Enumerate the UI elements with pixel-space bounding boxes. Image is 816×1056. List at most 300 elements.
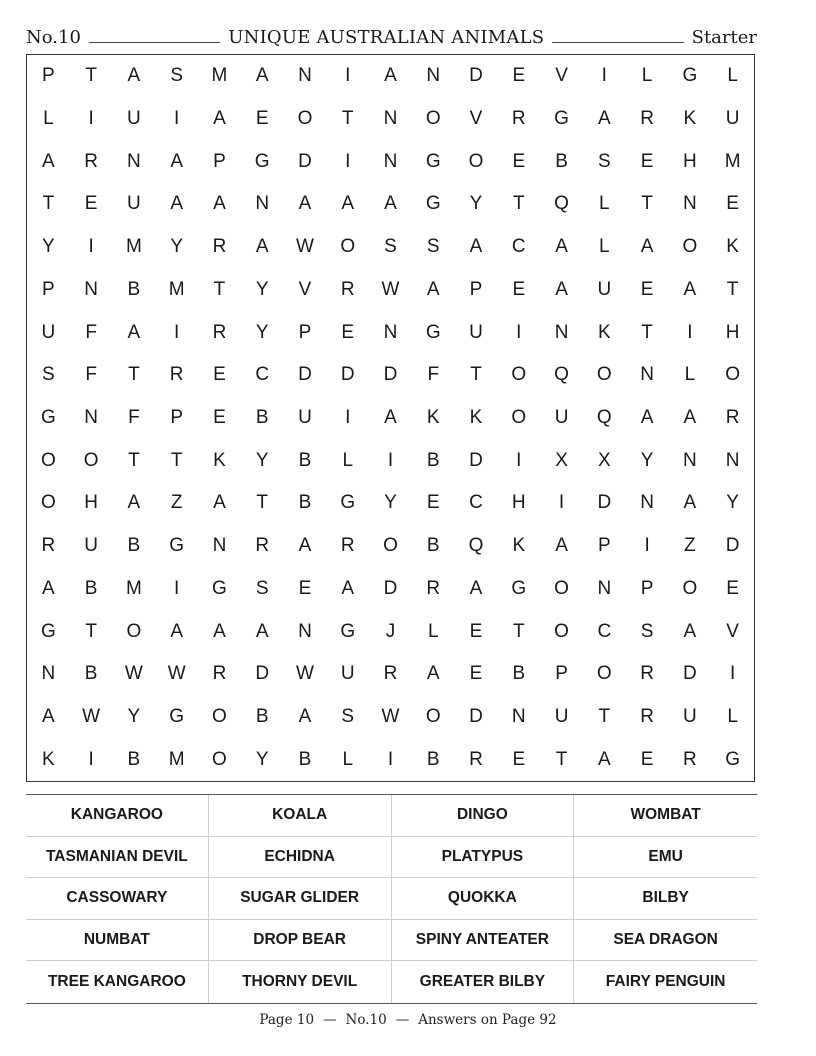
grid-letter[interactable]: G	[425, 193, 441, 215]
grid-letter[interactable]: H	[511, 492, 526, 514]
grid-letter[interactable]: Q	[468, 535, 484, 557]
grid-letter[interactable]: N	[298, 65, 312, 87]
grid-letter[interactable]: C	[469, 492, 483, 514]
grid-letter[interactable]: I	[729, 663, 736, 685]
grid-letter[interactable]: G	[40, 406, 56, 428]
grid-letter[interactable]: M	[168, 278, 185, 300]
grid-letter[interactable]: C	[597, 620, 612, 642]
grid-letter[interactable]: P	[42, 65, 55, 87]
grid-letter[interactable]: L	[342, 449, 354, 471]
grid-letter[interactable]: E	[512, 278, 526, 300]
grid-letter[interactable]: W	[167, 663, 186, 685]
grid-letter[interactable]: W	[82, 705, 101, 727]
grid-letter[interactable]: Y	[42, 236, 55, 258]
grid-letter[interactable]: U	[41, 321, 56, 343]
grid-letter[interactable]: U	[469, 321, 483, 343]
grid-letter[interactable]: K	[213, 449, 226, 471]
grid-letter[interactable]: N	[127, 150, 141, 172]
grid-letter[interactable]: I	[387, 748, 394, 770]
grid-letter[interactable]: B	[298, 449, 312, 471]
grid-letter[interactable]: N	[84, 278, 98, 300]
grid-letter[interactable]: A	[255, 620, 269, 642]
grid-letter[interactable]: A	[127, 492, 141, 514]
grid-letter[interactable]: R	[725, 406, 740, 428]
word-bank-item: SEA DRAGON	[574, 920, 757, 962]
grid-letter[interactable]: O	[725, 364, 740, 386]
grid-letter[interactable]: Y	[255, 449, 269, 471]
grid-letter[interactable]: E	[255, 108, 269, 130]
grid-letter[interactable]: A	[683, 278, 697, 300]
grid-letter[interactable]: T	[341, 108, 354, 130]
grid-letter[interactable]: A	[298, 535, 312, 557]
grid-letter[interactable]: A	[597, 108, 611, 130]
grid-letter[interactable]: S	[597, 150, 611, 172]
grid-letter[interactable]: K	[469, 406, 483, 428]
grid-letter[interactable]: H	[682, 150, 697, 172]
grid-letter[interactable]: A	[170, 193, 183, 215]
grid-letter[interactable]: O	[596, 663, 612, 685]
grid-letter[interactable]: T	[256, 492, 268, 514]
grid-letter[interactable]: T	[170, 449, 183, 471]
grid-letter[interactable]: B	[298, 748, 312, 770]
grid-letter[interactable]: I	[387, 449, 394, 471]
grid-letter[interactable]: O	[682, 236, 698, 258]
grid-letter[interactable]: G	[340, 620, 356, 642]
grid-letter[interactable]: B	[426, 535, 440, 557]
grid-letter[interactable]: U	[682, 705, 697, 727]
grid-letter[interactable]: A	[426, 663, 440, 685]
grid-letter[interactable]: E	[298, 577, 312, 599]
grid-letter[interactable]: R	[212, 321, 227, 343]
grid-letter[interactable]: P	[298, 321, 312, 343]
grid-letter[interactable]: A	[341, 193, 355, 215]
grid-letter[interactable]: G	[169, 535, 185, 557]
word-bank-item: GREATER BILBY	[392, 961, 575, 1003]
grid-letter[interactable]: D	[469, 449, 483, 471]
grid-letter[interactable]: R	[426, 577, 441, 599]
grid-letter[interactable]: Y	[255, 321, 269, 343]
grid-letter[interactable]: E	[726, 577, 739, 599]
grid-letter[interactable]: I	[174, 108, 180, 130]
grid-letter[interactable]: W	[295, 663, 314, 685]
grid-letter[interactable]: G	[340, 492, 356, 514]
grid-letter[interactable]: E	[426, 492, 440, 514]
grid-letter[interactable]: M	[125, 577, 142, 599]
grid-letter[interactable]: G	[425, 150, 441, 172]
grid-letter[interactable]: I	[88, 748, 94, 770]
grid-letter[interactable]: K	[512, 535, 526, 557]
grid-letter[interactable]: L	[727, 705, 738, 727]
word-bank-item: EMU	[574, 837, 757, 879]
grid-letter[interactable]: O	[554, 577, 569, 599]
grid-letter[interactable]: T	[85, 65, 97, 87]
grid-letter[interactable]: L	[43, 108, 54, 130]
grid-letter[interactable]: Z	[684, 535, 696, 557]
grid-letter[interactable]: D	[597, 492, 612, 514]
grid-letter[interactable]: N	[383, 321, 398, 343]
grid-letter[interactable]: E	[512, 748, 526, 770]
grid-letter[interactable]: E	[640, 748, 654, 770]
grid-letter[interactable]: N	[383, 108, 398, 130]
grid-letter[interactable]: O	[511, 406, 527, 428]
grid-letter[interactable]: B	[426, 449, 440, 471]
grid-letter[interactable]: Q	[554, 193, 569, 215]
grid-letter[interactable]: L	[727, 65, 738, 87]
grid-letter[interactable]: U	[597, 278, 612, 300]
grid-letter[interactable]: L	[599, 236, 610, 258]
grid-letter[interactable]: O	[126, 620, 142, 642]
grid-letter[interactable]: N	[212, 535, 227, 557]
grid-letter[interactable]: B	[426, 748, 440, 770]
grid-letter[interactable]: P	[42, 278, 55, 300]
grid-letter[interactable]: P	[640, 577, 654, 599]
grid-letter[interactable]: E	[726, 193, 739, 215]
grid-letter[interactable]: P	[555, 663, 568, 685]
grid-letter[interactable]: O	[596, 364, 612, 386]
grid-letter[interactable]: M	[125, 236, 142, 258]
grid-letter[interactable]: R	[212, 236, 227, 258]
grid-letter[interactable]: N	[640, 364, 654, 386]
grid-letter[interactable]: R	[340, 278, 355, 300]
grid-letter[interactable]: O	[383, 535, 398, 557]
grid-letter[interactable]: B	[512, 663, 526, 685]
grid-letter[interactable]: A	[341, 577, 355, 599]
grid-letter[interactable]: A	[384, 193, 397, 215]
grid-letter[interactable]: D	[469, 705, 483, 727]
grid-letter[interactable]: T	[128, 364, 140, 386]
grid-letter[interactable]: Y	[640, 449, 654, 471]
grid-letter[interactable]: U	[554, 406, 569, 428]
grid-letter[interactable]: S	[42, 364, 55, 386]
grid-letter[interactable]: A	[555, 535, 568, 557]
grid-letter[interactable]: O	[40, 449, 56, 471]
grid-letter[interactable]: A	[555, 236, 568, 258]
grid-letter[interactable]: T	[128, 449, 140, 471]
grid-letter[interactable]: C	[255, 364, 270, 386]
grid-letter[interactable]: D	[725, 535, 740, 557]
word-bank-item: KANGAROO	[26, 795, 209, 837]
grid-letter[interactable]: O	[40, 492, 56, 514]
grid-letter[interactable]: L	[342, 748, 354, 770]
grid-letter[interactable]: F	[427, 364, 440, 386]
grid-letter[interactable]: A	[683, 620, 697, 642]
grid-letter[interactable]: R	[84, 150, 98, 172]
grid-letter[interactable]: X	[555, 449, 568, 471]
grid-letter[interactable]: L	[641, 65, 653, 87]
grid-letter[interactable]: R	[469, 748, 483, 770]
grid-letter[interactable]: N	[597, 577, 612, 599]
grid-letter[interactable]: O	[340, 236, 356, 258]
grid-letter[interactable]: N	[640, 492, 654, 514]
grid-letter[interactable]: A	[170, 620, 183, 642]
grid-letter[interactable]: S	[640, 620, 654, 642]
grid-letter[interactable]: N	[682, 449, 697, 471]
grid-letter[interactable]: B	[555, 150, 568, 172]
grid-letter[interactable]: A	[127, 65, 141, 87]
grid-letter[interactable]: E	[512, 150, 526, 172]
grid-letter[interactable]: O	[212, 748, 227, 770]
grid-letter[interactable]: L	[684, 364, 696, 386]
grid-letter[interactable]: H	[725, 321, 740, 343]
grid-letter[interactable]: V	[469, 108, 483, 130]
grid-letter[interactable]: A	[42, 705, 55, 727]
grid-letter[interactable]: I	[687, 321, 693, 343]
grid-letter[interactable]: R	[340, 535, 355, 557]
grid-letter[interactable]: G	[254, 150, 270, 172]
grid-letter[interactable]: P	[170, 406, 183, 428]
grid-letter[interactable]: A	[42, 150, 55, 172]
grid-letter[interactable]: W	[381, 278, 400, 300]
puzzle-title: UNIQUE AUSTRALIAN ANIMALS	[228, 26, 545, 48]
grid-letter[interactable]: K	[42, 748, 55, 770]
grid-letter[interactable]: B	[84, 577, 98, 599]
grid-letter[interactable]: O	[682, 577, 698, 599]
grid-letter[interactable]: A	[469, 236, 483, 258]
grid-letter[interactable]: Y	[469, 193, 483, 215]
grid-letter[interactable]: N	[511, 705, 526, 727]
grid-letter[interactable]: G	[169, 705, 185, 727]
grid-letter[interactable]: T	[512, 193, 525, 215]
grid-letter[interactable]: V	[555, 65, 568, 87]
grid-letter[interactable]: O	[425, 705, 441, 727]
grid-letter[interactable]: A	[127, 321, 141, 343]
grid-letter[interactable]: O	[425, 108, 441, 130]
grid-letter[interactable]: R	[640, 108, 654, 130]
grid-letter[interactable]: R	[212, 663, 227, 685]
word-bank-item: ECHIDNA	[209, 837, 392, 879]
grid-letter[interactable]: I	[174, 577, 180, 599]
grid-letter[interactable]: E	[469, 663, 483, 685]
grid-letter[interactable]: G	[425, 321, 441, 343]
grid-letter[interactable]: G	[554, 108, 569, 130]
grid-letter[interactable]: E	[84, 193, 98, 215]
grid-letter[interactable]: F	[85, 364, 97, 386]
grid-letter[interactable]: U	[554, 705, 569, 727]
grid-letter[interactable]: S	[255, 577, 269, 599]
grid-letter[interactable]: O	[554, 620, 569, 642]
grid-letter[interactable]: A	[426, 278, 440, 300]
grid-letter[interactable]: K	[683, 108, 697, 130]
grid-letter[interactable]: G	[40, 620, 56, 642]
grid-letter[interactable]: I	[644, 535, 650, 557]
grid-letter[interactable]: I	[516, 321, 522, 343]
grid-letter[interactable]: O	[212, 705, 227, 727]
grid-letter[interactable]: X	[597, 449, 611, 471]
grid-letter[interactable]: E	[640, 278, 654, 300]
grid-letter[interactable]: B	[127, 535, 141, 557]
grid-letter[interactable]: I	[345, 150, 351, 172]
grid-letter[interactable]: W	[124, 663, 143, 685]
grid-letter[interactable]: G	[682, 65, 698, 87]
grid-letter[interactable]: G	[212, 577, 227, 599]
grid-letter[interactable]: I	[516, 449, 522, 471]
grid-letter[interactable]: G	[511, 577, 527, 599]
grid-letter[interactable]: K	[426, 406, 440, 428]
grid-letter[interactable]: E	[512, 65, 526, 87]
grid-letter[interactable]: A	[469, 577, 483, 599]
grid-letter[interactable]: T	[85, 620, 97, 642]
grid-letter[interactable]: N	[298, 620, 312, 642]
grid-letter[interactable]: I	[174, 321, 180, 343]
grid-letter[interactable]: Y	[726, 492, 739, 514]
grid-letter[interactable]: P	[213, 150, 226, 172]
grid-letter[interactable]: R	[640, 705, 654, 727]
grid-letter[interactable]: A	[384, 65, 397, 87]
grid-letter[interactable]: A	[213, 620, 226, 642]
grid-letter[interactable]: A	[255, 236, 269, 258]
grid-letter[interactable]: D	[340, 364, 355, 386]
grid-letter[interactable]: N	[383, 150, 398, 172]
grid-letter[interactable]: R	[383, 663, 398, 685]
grid-letter[interactable]: H	[84, 492, 98, 514]
grid-letter[interactable]: A	[213, 108, 226, 130]
grid-letter[interactable]: A	[640, 236, 654, 258]
grid-letter[interactable]: T	[726, 278, 739, 300]
grid-letter[interactable]: Z	[170, 492, 183, 514]
grid-letter[interactable]: R	[640, 663, 654, 685]
grid-letter[interactable]: N	[41, 663, 56, 685]
grid-letter[interactable]: T	[42, 193, 55, 215]
grid-letter[interactable]: S	[426, 236, 440, 258]
grid-letter[interactable]: V	[298, 278, 312, 300]
grid-letter[interactable]: D	[298, 364, 312, 386]
grid-letter[interactable]: D	[383, 577, 398, 599]
grid-letter[interactable]: A	[597, 748, 611, 770]
grid-letter[interactable]: S	[384, 236, 397, 258]
grid-letter[interactable]: A	[384, 406, 397, 428]
grid-letter[interactable]: D	[469, 65, 483, 87]
grid-letter[interactable]: N	[255, 193, 270, 215]
grid-letter[interactable]: T	[213, 278, 226, 300]
grid-letter[interactable]: J	[385, 620, 396, 642]
grid-letter[interactable]: M	[168, 748, 185, 770]
grid-letter[interactable]: O	[468, 150, 484, 172]
grid-letter[interactable]: A	[683, 406, 697, 428]
grid-letter[interactable]: B	[84, 663, 98, 685]
grid-letter[interactable]: Y	[127, 705, 141, 727]
grid-letter[interactable]: F	[85, 321, 97, 343]
grid-letter[interactable]: K	[726, 236, 739, 258]
grid-letter[interactable]: F	[128, 406, 140, 428]
grid-letter[interactable]: N	[84, 406, 98, 428]
grid-letter[interactable]: Y	[384, 492, 397, 514]
grid-letter[interactable]: A	[640, 406, 654, 428]
grid-letter[interactable]: R	[169, 364, 184, 386]
grid-letter[interactable]: N	[725, 449, 740, 471]
grid-letter[interactable]: O	[297, 108, 313, 130]
grid-letter[interactable]: R	[255, 535, 270, 557]
grid-letter[interactable]: R	[41, 535, 56, 557]
grid-letter[interactable]: L	[599, 193, 610, 215]
header-rule-left	[89, 42, 220, 43]
grid-letter[interactable]: D	[383, 364, 398, 386]
grid-letter[interactable]: M	[211, 65, 228, 87]
grid-letter[interactable]: A	[213, 492, 226, 514]
page-footer	[0, 1012, 816, 1028]
grid-letter[interactable]: A	[255, 65, 269, 87]
grid-letter[interactable]: Y	[170, 236, 183, 258]
grid-letter[interactable]: R	[511, 108, 526, 130]
grid-letter[interactable]: U	[84, 535, 98, 557]
word-bank	[26, 794, 757, 1004]
grid-letter[interactable]: E	[213, 406, 226, 428]
grid-letter[interactable]: E	[213, 364, 226, 386]
grid-letter[interactable]: D	[682, 663, 697, 685]
grid-letter[interactable]: I	[601, 65, 607, 87]
grid-letter[interactable]: A	[213, 193, 226, 215]
grid-letter[interactable]: K	[597, 321, 611, 343]
grid-letter[interactable]: Y	[255, 748, 269, 770]
grid-letter[interactable]: U	[127, 108, 141, 130]
grid-letter[interactable]: T	[470, 364, 482, 386]
grid-letter[interactable]: L	[427, 620, 439, 642]
grid-letter[interactable]: T	[512, 620, 525, 642]
grid-letter[interactable]: S	[170, 65, 183, 87]
grid-letter[interactable]: P	[597, 535, 611, 557]
grid-letter[interactable]: A	[683, 492, 697, 514]
grid-letter[interactable]: Y	[255, 278, 269, 300]
grid-letter[interactable]: E	[640, 150, 654, 172]
grid-letter[interactable]: I	[88, 236, 94, 258]
grid-letter[interactable]: A	[42, 577, 55, 599]
grid-letter[interactable]: B	[127, 748, 141, 770]
grid-letter[interactable]: P	[469, 278, 483, 300]
grid-letter[interactable]: G	[725, 748, 740, 770]
grid-letter[interactable]: B	[127, 278, 141, 300]
grid-letter[interactable]: T	[598, 705, 611, 727]
grid-letter[interactable]: R	[682, 748, 697, 770]
grid-letter[interactable]: T	[641, 193, 653, 215]
grid-letter[interactable]: B	[298, 492, 312, 514]
grid-letter[interactable]: W	[381, 705, 400, 727]
grid-letter[interactable]: I	[88, 108, 94, 130]
grid-letter[interactable]: W	[295, 236, 314, 258]
grid-letter[interactable]: U	[127, 193, 141, 215]
grid-letter[interactable]: I	[345, 65, 351, 87]
grid-letter[interactable]: N	[682, 193, 697, 215]
grid-letter[interactable]: A	[298, 705, 312, 727]
grid-letter[interactable]: O	[511, 364, 527, 386]
grid-letter[interactable]: S	[341, 705, 355, 727]
grid-letter[interactable]: O	[83, 449, 99, 471]
grid-letter[interactable]: B	[255, 406, 269, 428]
grid-letter[interactable]: A	[555, 278, 568, 300]
grid-letter[interactable]: Q	[596, 406, 612, 428]
grid-letter[interactable]: U	[725, 108, 740, 130]
word-bank-item: DINGO	[392, 795, 575, 837]
grid-letter[interactable]: D	[255, 663, 270, 685]
grid-letter[interactable]: D	[298, 150, 312, 172]
grid-letter[interactable]: B	[255, 705, 269, 727]
grid-letter[interactable]: T	[555, 748, 568, 770]
grid-letter[interactable]: I	[345, 406, 351, 428]
grid-letter[interactable]: A	[170, 150, 183, 172]
grid-letter[interactable]: Q	[554, 364, 569, 386]
grid-letter[interactable]: E	[341, 321, 355, 343]
grid-letter[interactable]: U	[340, 663, 355, 685]
grid-letter[interactable]: C	[511, 236, 526, 258]
grid-letter[interactable]: U	[298, 406, 312, 428]
grid-letter[interactable]: M	[724, 150, 741, 172]
grid-letter[interactable]: T	[641, 321, 653, 343]
grid-letter[interactable]: N	[554, 321, 569, 343]
word-bank-item: SUGAR GLIDER	[209, 878, 392, 920]
grid-letter[interactable]: E	[469, 620, 483, 642]
grid-letter[interactable]: A	[298, 193, 312, 215]
grid-letter[interactable]: I	[558, 492, 565, 514]
grid-letter[interactable]: N	[426, 65, 441, 87]
grid-letter[interactable]: V	[726, 620, 739, 642]
